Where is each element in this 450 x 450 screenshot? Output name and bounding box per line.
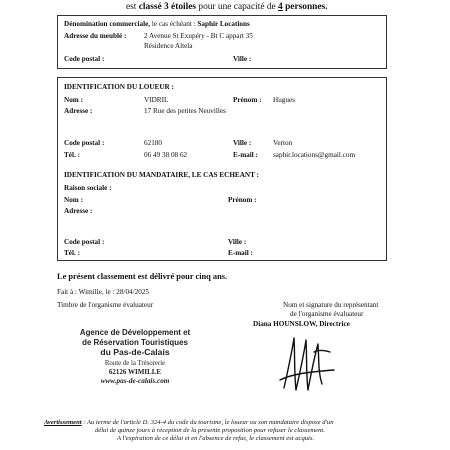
classification-stars: classé 3 étoiles: [138, 2, 197, 12]
property-postal-label: Code postal :: [64, 55, 105, 63]
signature-caption-2: de l'organisme évaluateur: [290, 310, 364, 318]
classement-statement: Le présent classement est délivré pour cinq ans.: [57, 272, 228, 281]
denomination-value: Saphir Locations: [197, 20, 250, 28]
mandataire-postal-label: Code postal :: [64, 238, 105, 246]
loueur-tel-value: 06 49 38 08 62: [144, 151, 188, 159]
signatory-name: Diana HOUNSLOW, Directrice: [253, 320, 350, 328]
address-line-2: Résidence Altela: [144, 42, 193, 50]
stamp-line-1: Agence de Développement et: [79, 327, 191, 337]
timbre-label: Timbre de l'organisme évaluateur: [57, 301, 154, 309]
stamp-line-6: www.pas-de-calais.com: [100, 377, 170, 385]
property-city-label: Ville :: [233, 55, 252, 63]
fait-a-date: Fait à : Wimille, le : 28/04/2025: [57, 288, 150, 296]
mandataire-nom-label: Nom :: [64, 196, 83, 204]
loueur-email-value: saphir.locations@gmail.com: [273, 151, 356, 159]
capacity-value: 4: [278, 2, 283, 12]
loueur-adresse-value: 17 Rue des petites Neuvilles: [144, 107, 226, 115]
mandataire-section-title: IDENTIFICATION DU MANDATAIRE, LE CAS ECHEANT :: [64, 171, 259, 179]
loueur-nom-label: Nom :: [64, 96, 83, 104]
mandataire-raison-label: Raison sociale :: [64, 184, 112, 192]
avertissement-line-1: Avertissement : Au terme de l'article D. 324-4 du code du tourisme, le loueur ou son mandataire dispose d'un: [44, 419, 334, 426]
loueur-ville-label: Ville :: [233, 139, 252, 147]
organisation-stamp: [70, 327, 200, 386]
address-label: Adresse du meublé :: [64, 32, 127, 40]
stamp-line-4: Route de la Trésorerie: [104, 360, 166, 367]
loueur-postal-label: Code postal :: [64, 139, 105, 147]
loueur-prenom-value: Hugues: [273, 96, 295, 104]
loueur-section-title: IDENTIFICATION DU LOUEUR :: [64, 83, 174, 91]
mandataire-adresse-label: Adresse :: [64, 207, 93, 215]
mandataire-email-label: E-mail :: [228, 249, 253, 257]
loueur-tel-label: Tél. :: [64, 151, 80, 159]
classification-heading: est classé 3 étoiles pour une capacité de 4 personnes.: [126, 2, 328, 12]
mandataire-ville-label: Ville :: [228, 238, 247, 246]
loueur-email-label: E-mail :: [233, 151, 258, 159]
mandataire-tel-label: Tél. :: [64, 249, 80, 257]
loueur-adresse-label: Adresse :: [64, 107, 93, 115]
signature-icon: [278, 330, 338, 398]
stamp-line-5: 62126 WIMILLE: [108, 368, 162, 376]
mandataire-prenom-label: Prénom :: [228, 196, 257, 204]
identification-box: [57, 77, 387, 261]
avertissement-line-3: A l'expiration de ce délai et en l'absence de refus, le classement est acquis.: [117, 435, 315, 442]
avertissement-label: Avertissement: [44, 419, 82, 426]
stamp-line-2: de Réservation Touristiques: [82, 337, 188, 347]
loueur-prenom-label: Prénom :: [233, 96, 262, 104]
address-line-1: 2 Avenue St Exupéry - Bt C appart 35: [144, 32, 253, 40]
denomination-row: Dénomination commerciale, le cas échéant : Saphir Locations: [64, 20, 250, 28]
loueur-postal-value: 62180: [144, 139, 162, 147]
loueur-nom-value: VIDRIL: [144, 96, 169, 104]
avertissement-line-2: délai de quinze jours à réception de la présente proposition pour refuser le classement.: [95, 427, 325, 434]
stamp-line-3: du Pas-de-Calais: [100, 347, 170, 357]
loueur-ville-value: Verton: [273, 139, 293, 147]
signature-caption-1: Nom et signature du représentant: [283, 301, 379, 309]
